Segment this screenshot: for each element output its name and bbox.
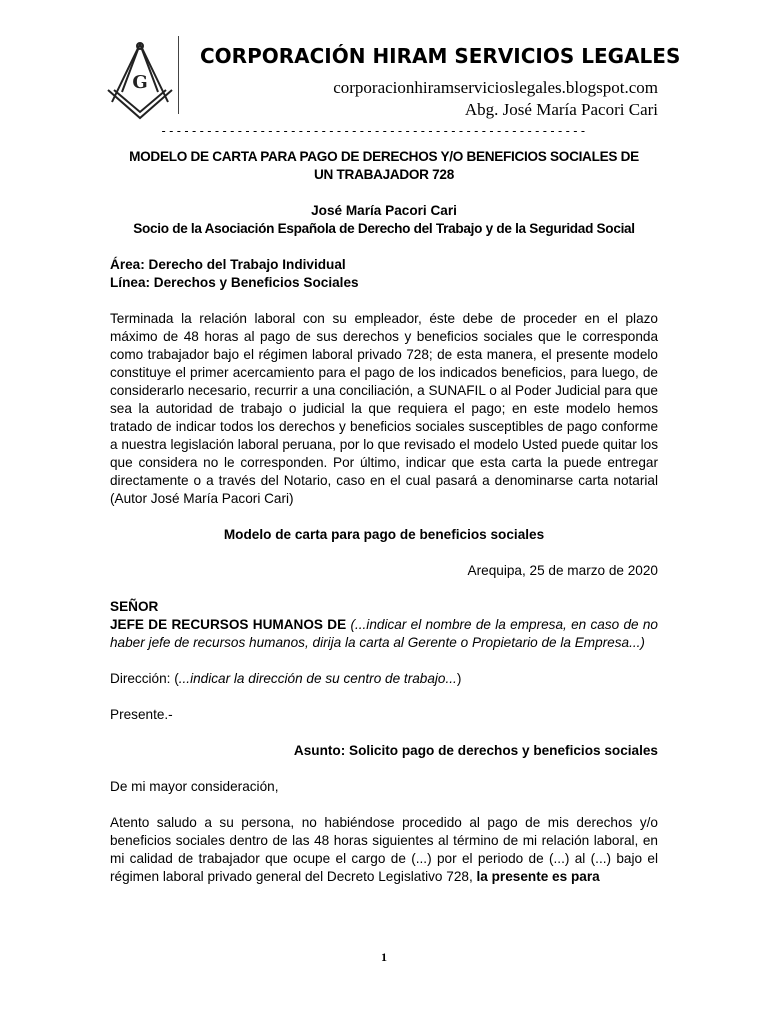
model-heading: Modelo de carta para pago de beneficios sociales [223,527,545,542]
line-label: Línea: Derechos y Beneficios Sociales [110,275,359,290]
body-text: Atento saludo a su persona, no habiéndose procedido al pago de mis derechos y/o beneficios sociales dentro de las 48 horas siguientes al término de mi relación laboral, en mi calidad de trabajador que ocupe el cargo de (...) por el periodo de (...) al (...) bajo el régimen laboral privado general del Decreto Legislativo 728, [110,815,658,884]
letterhead [100,36,681,124]
recipient-title: SEÑOR [110,599,159,614]
address-close: ) [456,671,462,686]
header-separator: -------------------------------------------------------- [160,124,587,138]
document-title-line-2: UN TRABAJADOR 728 [314,167,454,182]
organization-author: Abg. José María Pacori Cari [464,100,658,119]
address-label: Dirección: ( [110,671,179,686]
address-note: ...indicar la dirección de su centro de trabajo... [178,671,457,686]
greeting-line: De mi mayor consideración, [110,779,279,794]
letter-date: Arequipa, 25 de marzo de 2020 [467,563,658,578]
page-number: 1 [381,950,387,964]
document-body [110,148,658,886]
organization-name: CORPORACIÓN HIRAM SERVICIOS LEGALES [200,44,681,68]
subject-line: Asunto: Solicito pago de derechos y beneficios sociales [293,743,658,758]
area-label: Área: Derecho del Trabajo Individual [110,257,346,272]
author-name: José María Pacori Cari [311,203,457,218]
body-bold-text: la presente es para [476,869,600,884]
letterhead-divider [178,36,179,114]
masonic-square-compass-logo [100,40,180,120]
author-role: Socio de la Asociación Española de Derecho del Trabajo y de la Seguridad Social [133,221,635,236]
recipient-role: JEFE DE RECURSOS HUMANOS DE [110,617,347,632]
recipient-block [110,616,658,652]
organization-blog: corporacionhiramservicioslegales.blogspot.com [333,78,658,97]
presente-line: Presente.- [110,707,173,722]
intro-paragraph: Terminada la relación laboral con su empleador, éste debe de proceder en el plazo máximo de 48 horas al pago de sus derechos y beneficios sociales que le corresponda como trabajador bajo el régimen laboral privado 728; de esta manera, el presente modelo constituye el primer acercamiento para el pago de los indicados beneficios, para luego, de considerarlo necesario, recurrir a una conciliación, a SUNAFIL o al Poder Judicial para que sea la autoridad de trabajo o judicial la que requiera el pago; en este modelo hemos tratado de indicar todos los derechos y beneficios sociales susceptibles de pago conforme a nuestra legislación laboral peruana, por lo que revisado el modelo Usted puede quitar los que considera no le corresponden. Por último, indicar que esta carta la puede entregar directamente o a través del Notario, caso en el cual pasará a denominarse carta notarial (Autor José María Pacori Cari) [110,311,658,506]
document-title-line-1: MODELO DE CARTA PARA PAGO DE DERECHOS Y/O BENEFICIOS SOCIALES DE [129,149,639,164]
recipient-note: (...indicar el nombre de la empresa, en caso de no haber jefe de recursos humanos, dirija la carta al Gerente o Propietario de la Empresa...) [110,617,658,650]
svg-text:G: G [132,72,148,93]
address-line [110,670,658,688]
body-paragraph [110,814,658,886]
